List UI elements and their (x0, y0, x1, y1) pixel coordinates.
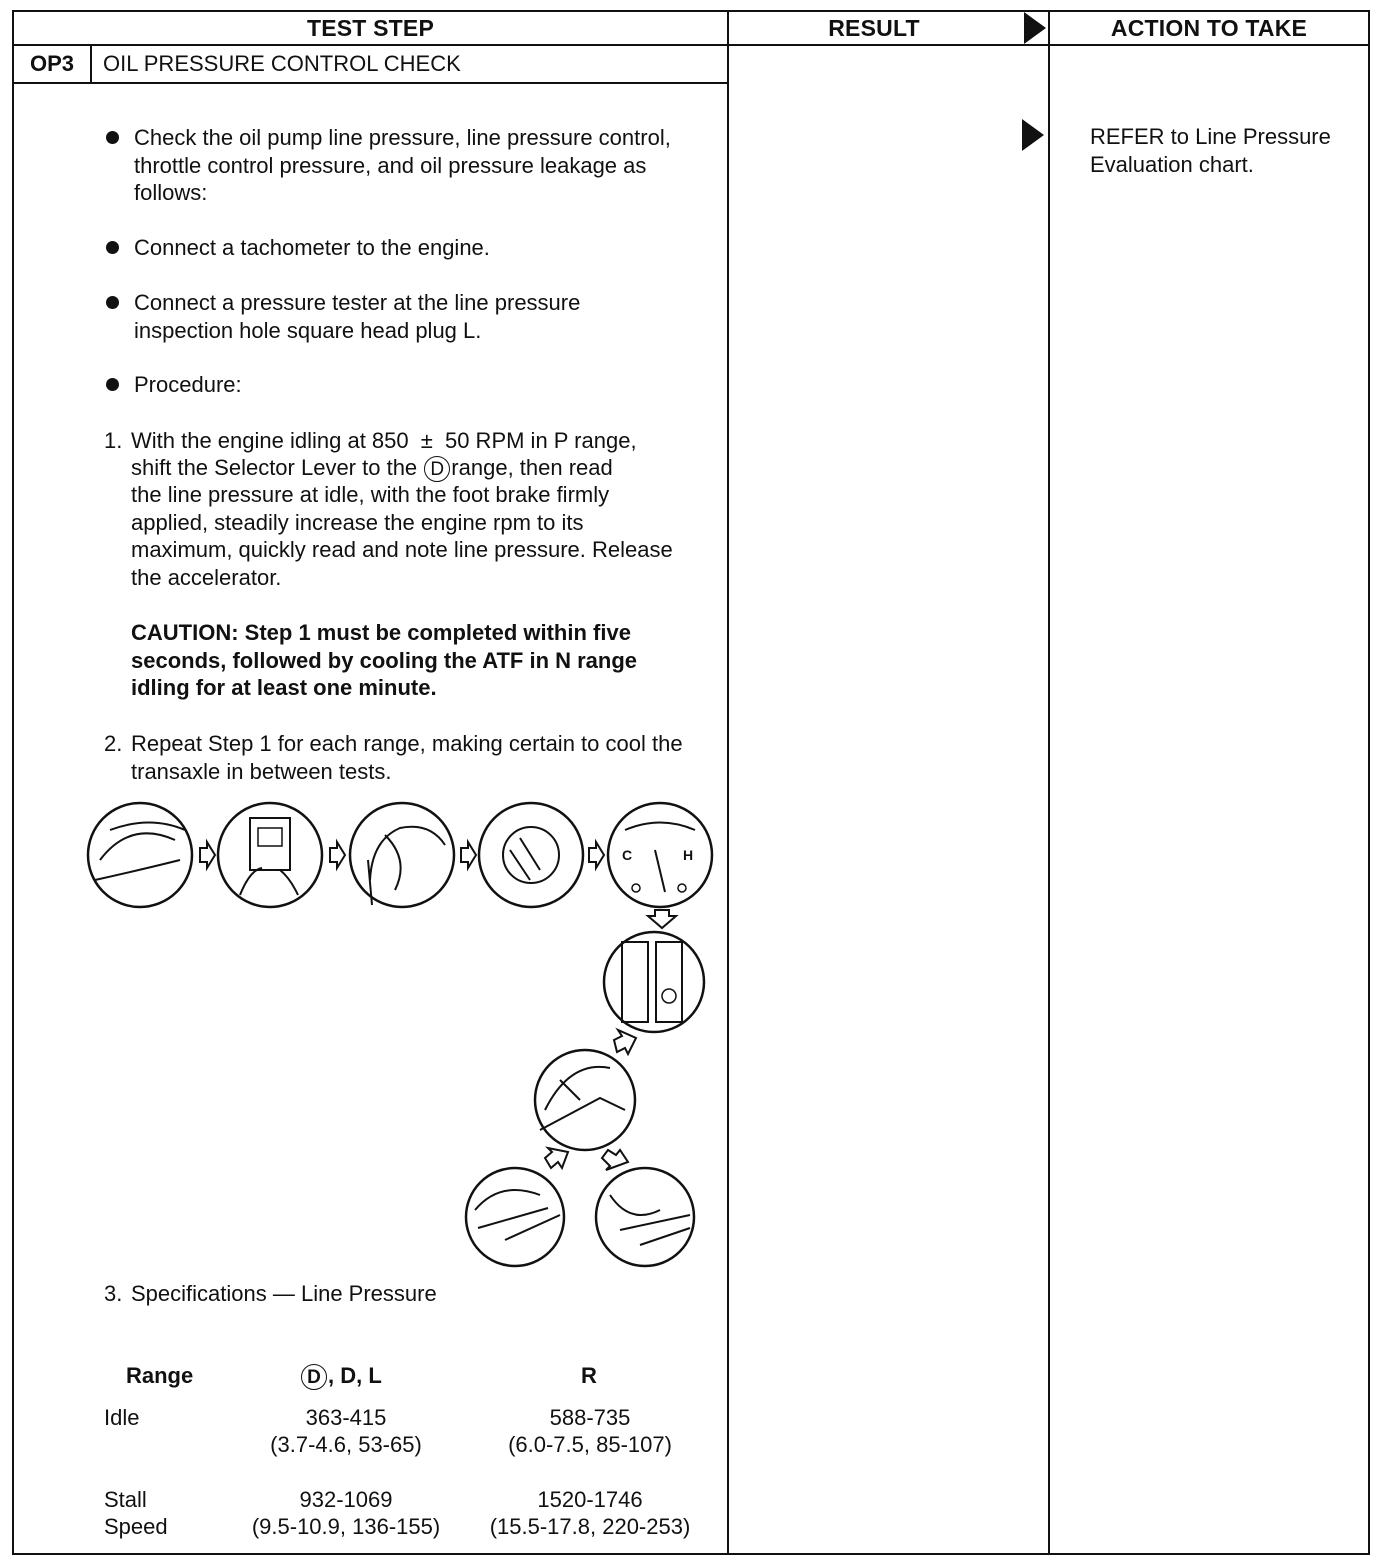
header-result: RESULT (828, 15, 920, 41)
step-title-rule (12, 82, 729, 84)
divider-test-result (727, 10, 729, 1555)
gauge-hot-label: H (683, 847, 694, 863)
step-1-text-a: With the engine idling at 850 (131, 428, 409, 453)
caution-text: CAUTION: Step 1 must be completed within five seconds, followed by cooling the ATF in N range idling for at least one minute. (131, 620, 638, 700)
spec-row-label: Stall (104, 1487, 147, 1512)
spec-cell-d: 932-1069 (299, 1487, 393, 1512)
bullet-icon (106, 296, 119, 309)
bullet-pressure-tester: Connect a pressure tester at the line pressure inspection hole square head plug L. (134, 290, 581, 343)
spec-cell-r: 1520-1746 (537, 1487, 643, 1512)
step-1-rest: the line pressure at idle, with the foot brake firmly applied, steadily increase the engine rpm to its maximum, quickly read and note line pressure. Release the accelerator. (131, 482, 673, 590)
divider-result-action (1048, 10, 1050, 1555)
circled-d-icon: D (301, 1364, 327, 1390)
spec-cell-d-sub: (9.5-10.9, 136-155) (251, 1514, 441, 1539)
spec-header-r: R (581, 1363, 597, 1388)
spec-cell-d: 363-415 (305, 1405, 387, 1430)
bullet-icon (106, 241, 119, 254)
step-3-number: 3. (104, 1281, 123, 1306)
spec-cell-r-sub: (6.0-7.5, 85-107) (508, 1432, 672, 1457)
bullet-icon (106, 378, 119, 391)
step-1-number: 1. (104, 428, 123, 453)
plus-minus-sign: ± (420, 428, 433, 453)
header-arrow-icon (1024, 12, 1046, 44)
header-action: ACTION TO TAKE (1110, 15, 1308, 41)
step-1-line-2 (131, 454, 721, 482)
spec-cell-d-sub: (3.7-4.6, 53-65) (270, 1432, 422, 1457)
bullet-procedure: Procedure: (134, 372, 242, 397)
spec-cell-r: 588-735 (549, 1405, 631, 1430)
spec-row-label: Idle (104, 1405, 140, 1430)
step-1-text-c: shift the Selector Lever to the (131, 455, 418, 480)
step-id: OP3 (29, 51, 75, 76)
step-id-divider (90, 44, 92, 84)
step-1-line-1 (131, 427, 721, 455)
bullet-icon (106, 131, 119, 144)
bullet-tachometer: Connect a tachometer to the engine. (134, 235, 490, 260)
spec-cell-r-sub: (15.5-17.8, 220-253) (489, 1514, 691, 1539)
spec-header-d (300, 1362, 382, 1390)
result-arrow-icon (1022, 119, 1044, 151)
spec-header-range: Range (126, 1363, 194, 1388)
circled-d-icon: D (424, 456, 450, 482)
step-3-text: Specifications — Line Pressure (131, 1281, 437, 1306)
bullet-check-pressure: Check the oil pump line pressure, line pressure control, throttle control pressure, and oil pressure leakage as follows: (134, 125, 671, 205)
step-2-number: 2. (104, 731, 123, 756)
spec-row-label-2: Speed (104, 1514, 168, 1539)
step-1-text-d: range, then read (451, 455, 613, 480)
action-text: REFER to Line Pressure Evaluation chart. (1090, 124, 1331, 177)
gauge-cold-label: C (622, 847, 633, 863)
step-2-text: Repeat Step 1 for each range, making certain to cool the transaxle in between tests. (131, 731, 683, 784)
header-test-step: TEST STEP (306, 15, 435, 41)
step-title: OIL PRESSURE CONTROL CHECK (103, 51, 461, 76)
spec-header-d-suffix: , D, L (328, 1363, 382, 1388)
step-1-text-b: 50 RPM in P range, (444, 428, 637, 453)
